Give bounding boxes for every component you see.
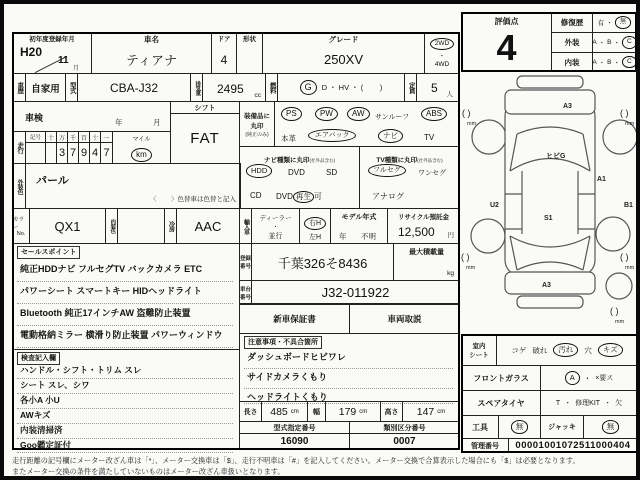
spare-tire-mark: ( ) (610, 306, 619, 316)
equip-airbag: エアバック (308, 129, 356, 142)
displacement-unit: cc (254, 92, 261, 99)
navi-sd: SD (326, 168, 338, 177)
equipment-label-cell: 装備品に 丸印 (純正のみ) (239, 101, 275, 147)
shift-label: シフト (170, 101, 240, 114)
mileage-digit: 9 (78, 142, 90, 164)
int-color-value-cell (117, 208, 165, 244)
car-name-value: ティアナ (126, 53, 177, 68)
mgmt-no-value: 00001001072511000404 (508, 438, 638, 453)
history-value: 自家用 (25, 73, 66, 102)
import-handle-cell (299, 208, 331, 244)
fuel-label-cell: 燃料 (265, 73, 278, 102)
windshield-value: A ・ ×要ス (540, 365, 638, 391)
car-name-cell (91, 32, 212, 74)
navi-dvd-play: DVD 再生 可 (276, 192, 322, 201)
inspector-line: 各小A 小U (17, 392, 233, 409)
mileage-header: 万 (56, 131, 68, 143)
reg-no-value: 千葉326そ8436 (251, 243, 394, 281)
seat-label-cell: 室内 シート (461, 334, 497, 366)
inspector-line: Goo鑑定証付 (17, 437, 233, 453)
grade-cell (262, 32, 425, 74)
inspector-box (12, 349, 240, 450)
tools-none: 無 (511, 420, 529, 434)
ac-label-cell: 冷房 (164, 208, 177, 244)
jack-none: 無 (602, 420, 620, 434)
model-year-cell: モデル年式 年 不明 (330, 208, 388, 244)
sales-line: 純正HDDナビ フルセグTV バックカメラ ETC (17, 260, 233, 282)
door-value: 4 (220, 52, 228, 67)
mileage-digit: 3 (56, 142, 68, 164)
equip-ps: PS (281, 107, 302, 121)
sales-line: Bluetooth 純正17インチAW 盗難防止装置 (17, 304, 233, 326)
int-color-label-cell: 内装色 (105, 208, 118, 244)
jack-label: ジャッキ (540, 415, 584, 439)
equipment-items-cell (274, 101, 460, 147)
import-label-cell: 輸入車 (239, 208, 252, 244)
ext-color-note: 〈 〉色替車は色替と記入 (150, 196, 236, 203)
height-value-cell: 147 cm (402, 401, 460, 422)
equip-pw: PW (315, 107, 338, 121)
class-no-label: 類別区分番号 (349, 421, 460, 434)
car-name-label: 車名 (144, 35, 159, 44)
tv-oneseg: ワンセグ (418, 170, 446, 177)
damage-a3-front: A3 (563, 103, 572, 110)
manual-cell: 車両取説 (349, 303, 460, 334)
caution-box (239, 333, 460, 402)
damage-b1: B1 (624, 202, 633, 209)
damage-s1: S1 (544, 215, 553, 222)
tools-label: 工具 (461, 415, 499, 439)
tv-analog: アナログ (372, 192, 404, 201)
handle-right: 右H (304, 217, 326, 230)
mileage-digit: 7 (100, 142, 113, 164)
mileage-header: 千 (67, 131, 79, 143)
chassis-label-cell: 車台 番号 (239, 280, 252, 305)
fuel-gasoline: G (300, 80, 317, 95)
capacity-unit: 人 (446, 91, 453, 98)
windshield-grade-a: A (565, 371, 580, 385)
shaken-year: 年 (115, 118, 123, 127)
drive-dot: ・ (438, 53, 446, 61)
caution-line: サイドカメラくもり (244, 368, 453, 389)
jack-value (583, 415, 638, 439)
mileage-label-cell: 走行 (12, 131, 26, 164)
caution-line: ダッシュボードヒビワレ (244, 348, 453, 369)
repair-none: 無 (615, 16, 632, 29)
spare-tire-value: T ・ 修理KIT ・ 欠 (540, 390, 638, 416)
sales-line: パワーシート スマートキー HIDヘッドライト (17, 282, 233, 304)
capacity-value: 5 (431, 81, 438, 95)
shaken-cell (12, 101, 171, 132)
tire-tread-mark: ( ) (461, 252, 470, 262)
shaken-label: 車検 (25, 113, 44, 123)
displacement-cell (202, 73, 266, 102)
mileage-unit-mile: マイル (132, 137, 151, 143)
reg-date-label: 初年度登録年月 (29, 36, 75, 43)
navi-hdd: HDD (246, 164, 272, 178)
mileage-header: 十 (89, 131, 101, 143)
navi-dvd: DVD (288, 168, 305, 177)
exterior-grade-c: C (622, 36, 637, 49)
exterior-grade-label: 外装 (551, 32, 593, 53)
repair-history-value: 有 ・ 無 (592, 12, 637, 33)
grade-label: グレード (328, 35, 359, 44)
type-no-label: 型式指定番号 (239, 421, 350, 434)
damage-a1: A1 (597, 176, 606, 183)
mileage-header: 十 (45, 131, 57, 143)
seat-condition-cell: コゲ 破れ 汚れ 穴 キズ (496, 334, 638, 366)
navi-type-header: ナビ種類に丸印 (264, 157, 310, 164)
interior-grade-label: 内装 (551, 52, 593, 72)
length-value-cell: 485 cm (261, 401, 308, 422)
tire-tread-mark: ( ) (462, 108, 471, 118)
sales-line: 電動格納ミラー 横滑り防止装置 パワーウィンドウ (17, 326, 233, 348)
vehicle-diagram (460, 74, 640, 332)
tire-tread-mark: ( ) (620, 252, 629, 262)
mileage-header-kigo: 記号 (25, 131, 46, 143)
spare-tire-label: スペアタイヤ (461, 390, 541, 416)
spare-tire-unit: mm (615, 319, 625, 325)
equip-abs: ABS (421, 107, 447, 121)
reg-month-suffix: 月 (73, 66, 80, 72)
grade-value: 250XV (323, 52, 364, 67)
equip-tv: TV (424, 133, 435, 142)
inspector-line: AWキズ (17, 407, 233, 424)
capacity-label-cell: 定員 (404, 73, 417, 102)
door-label: ドア (217, 36, 231, 43)
tire-tread-unit: mm (467, 121, 477, 127)
score-value: 4 (496, 27, 517, 68)
inspector-label: 検査記入欄 (17, 352, 60, 365)
ext-color-cell (25, 163, 241, 209)
mileage-digit: 4 (89, 142, 101, 164)
seat-scratch: キズ (598, 343, 623, 357)
tv-type-header: TV種類に丸印 (376, 157, 418, 164)
caution-line: ヘッドライトくもり (244, 388, 453, 404)
navi-type-cell: ナビ種類に丸印(社外品含む) HDD DVD SD CD DVD 再生 可 (239, 146, 360, 209)
repair-history-label: 修復歴 (551, 12, 593, 33)
mileage-header: 一 (100, 131, 113, 143)
shift-value: FAT (170, 113, 240, 164)
model-label-cell: 型式 (65, 73, 78, 102)
reg-month: 11 (58, 55, 69, 66)
capacity-cell (416, 73, 460, 102)
shape-cell (236, 32, 263, 74)
ext-color-label-cell: 外装色 (12, 163, 26, 209)
class-no-value: 0007 (349, 433, 460, 450)
tire-tread-unit: mm (625, 265, 635, 271)
new-car-warranty-cell: 新車保証書 (239, 303, 350, 334)
width-label: 幅 (307, 401, 326, 422)
ext-color-value: パール (36, 175, 69, 187)
score-label: 評価点 (494, 17, 519, 26)
chassis-value: J32-011922 (251, 280, 460, 305)
ac-value: AAC (176, 208, 240, 244)
drive-cell (424, 32, 460, 74)
tire-tread-unit: mm (625, 121, 635, 127)
reg-no-label-cell: 登録 番号 (239, 243, 252, 281)
mileage-digit: 7 (67, 142, 79, 164)
sales-points-label: セールスポイント (17, 246, 80, 259)
mileage-unit-cell (112, 131, 171, 164)
width-value-cell: 179 cm (325, 401, 381, 422)
inspector-line: シート スレ、シワ (17, 377, 233, 394)
model-value: CBA-J32 (77, 73, 191, 102)
damage-windshield: ヒビG (546, 153, 566, 160)
equip-aw: AW (347, 107, 370, 121)
displacement-label-cell: 排気量 (190, 73, 203, 102)
tv-fullseg: フルセグ (368, 164, 406, 177)
height-label: 高さ (380, 401, 403, 422)
mgmt-no-label: 管理番号 (461, 438, 509, 453)
history-label-cell: 車歴 (12, 73, 26, 102)
mileage-header: 百 (78, 131, 90, 143)
length-label: 長さ (239, 401, 262, 422)
color-no-value: QX1 (29, 208, 106, 244)
windshield-label: フロントガラス (461, 365, 541, 391)
interior-grade-c: C (622, 56, 637, 69)
drive-2wd: 2WD (430, 38, 454, 51)
shape-label: 形状 (243, 36, 256, 43)
reg-date-cell (12, 32, 92, 74)
damage-u2: U2 (490, 202, 499, 209)
displacement-value: 2495 (217, 82, 244, 96)
equip-leather: 本革 (281, 134, 296, 143)
tire-tread-unit: mm (466, 265, 476, 271)
footer-note-1: 走行距離の記号欄にメーター改ざん車は「*」、メーター交換車は「$」、走行不明車は「#」を記入してください。メーター交換で合算表示した場合にも「$」は必要となります。 (12, 456, 580, 465)
caution-label: 注意事項・不具合箇所 (244, 336, 322, 349)
footer-note-2: またメーター交換の条件を満たしていないものはメーター改ざん車扱いとなります。 (12, 467, 285, 476)
mileage-unit-km: km (131, 148, 152, 162)
recycle-cell: リサイクル預託金 12,500 円 (387, 208, 460, 244)
type-no-value: 16090 (239, 433, 350, 450)
recycle-value: 12,500 (398, 225, 435, 239)
exterior-grade-value: A ・ B ・ C (592, 32, 637, 53)
fuel-cell (277, 73, 405, 102)
tire-tread-mark: ( ) (620, 108, 629, 118)
interior-grade-value: A ・ B ・ C (592, 52, 637, 72)
equip-sunroof: サンルーフ (375, 114, 410, 121)
color-no-label-cell: カラー No. (12, 208, 30, 244)
handle-left: 左H (308, 234, 322, 241)
shape-value (237, 46, 262, 73)
drive-4wd: 4WD (434, 61, 450, 69)
inspector-line: ハンドル・シフト・トリム スレ (17, 362, 233, 379)
shaken-month: 月 (153, 118, 161, 127)
equip-navi: ナビ (378, 129, 403, 143)
damage-a3-rear: A3 (542, 282, 551, 289)
score-cell (461, 12, 552, 72)
max-load-cell: 最大積載量 kg (393, 243, 460, 281)
sales-points-box (12, 243, 240, 350)
inspector-line: 内装清掃済 (17, 422, 233, 439)
seat-stain: 汚れ (553, 343, 578, 357)
tv-type-cell: TV種類に丸印(社外品含む) フルセグ ワンセグ アナログ (359, 146, 460, 209)
mileage-digit-empty (25, 142, 46, 164)
navi-cd: CD (250, 191, 262, 200)
fuel-options: D ・ HV ・ ( ) (321, 83, 383, 92)
tools-value (498, 415, 541, 439)
reg-year: H20 (20, 45, 43, 59)
door-cell (211, 32, 237, 74)
import-dealer-cell: ディーラー ・ 並行 (251, 208, 300, 244)
